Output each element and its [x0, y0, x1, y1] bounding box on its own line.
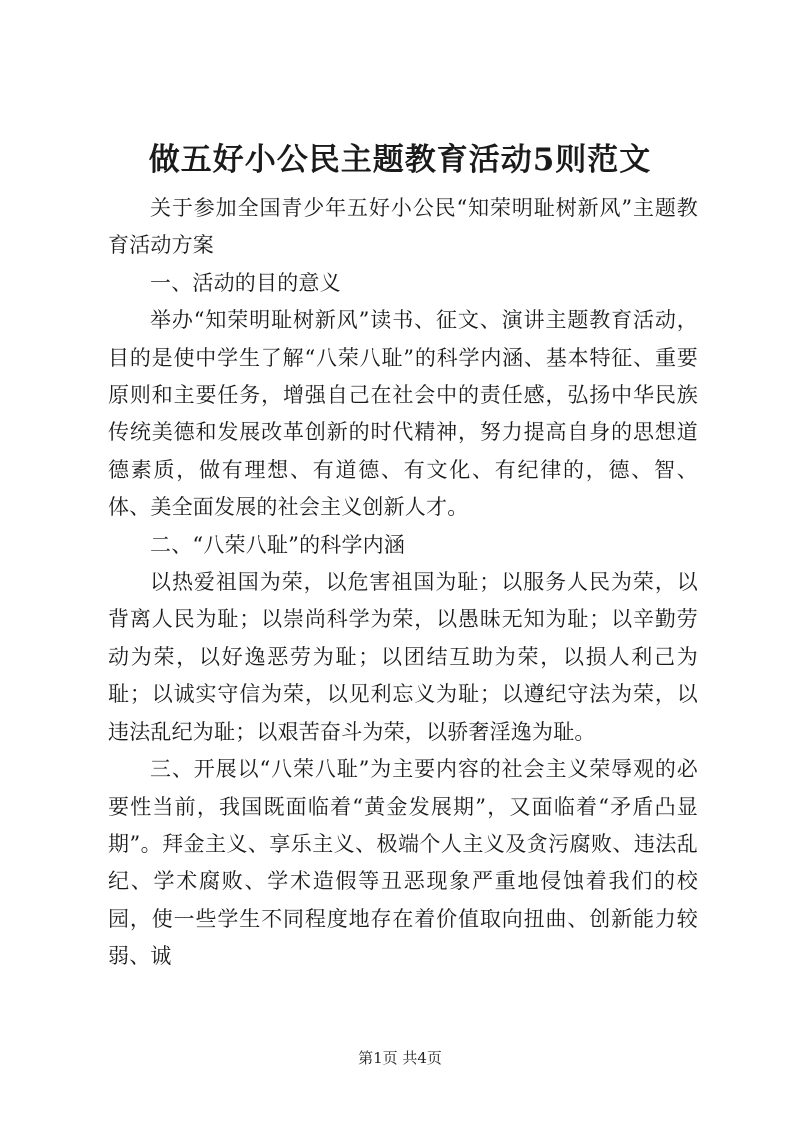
- heading-purpose: 一、活动的目的意义: [150, 270, 341, 295]
- paragraph-necessity: 三、开展以“八荣八耻”为主要内容的社会主义荣辱观的必要性当前，我国既面临着“黄金发展期”，又面临着“矛盾凸显期”。拜金主义、享乐主义、极端个人主义及贪污腐败、违法乱纪、学术腐败、学术造假等丑恶现象严重地侵蚀着我们的校园，使一些学生不同程度地存在着价值取向扭曲、创新能力较弱、诚: [108, 757, 698, 969]
- document-title: 做五好小公民主题教育活动5则范文: [148, 142, 652, 178]
- paragraph-purpose: 举办“知荣明耻树新风”读书、征文、演讲主题教育活动，目的是使中学生了解“八荣八耻”的科学内涵、基本特征、重要原则和主要任务，增强自己在社会中的责任感，弘扬中华民族传统美德和发展改革创新的时代精神，努力提高自身的思想道德素质，做有理想、有道德、有文化、有纪律的，德、智、体、美全面发展的社会主义创新人才。: [108, 308, 698, 520]
- document-body: [108, 190, 698, 976]
- heading-connotation: 二、“八荣八耻”的科学内涵: [150, 532, 406, 557]
- paragraph-connotation: 以热爱祖国为荣，以危害祖国为耻；以服务人民为荣，以背离人民为耻；以崇尚科学为荣，以愚昧无知为耻；以辛勤劳动为荣，以好逸恶劳为耻；以团结互助为荣，以损人利己为耻；以诚实守信为荣，以见利忘义为耻；以遵纪守法为荣，以违法乱纪为耻；以艰苦奋斗为荣，以骄奢淫逸为耻。: [108, 570, 698, 744]
- page-number-footer: 第1页 共4页: [358, 1049, 442, 1067]
- paragraph-intro: 关于参加全国青少年五好小公民“知荣明耻树新风”主题教育活动方案: [108, 196, 698, 258]
